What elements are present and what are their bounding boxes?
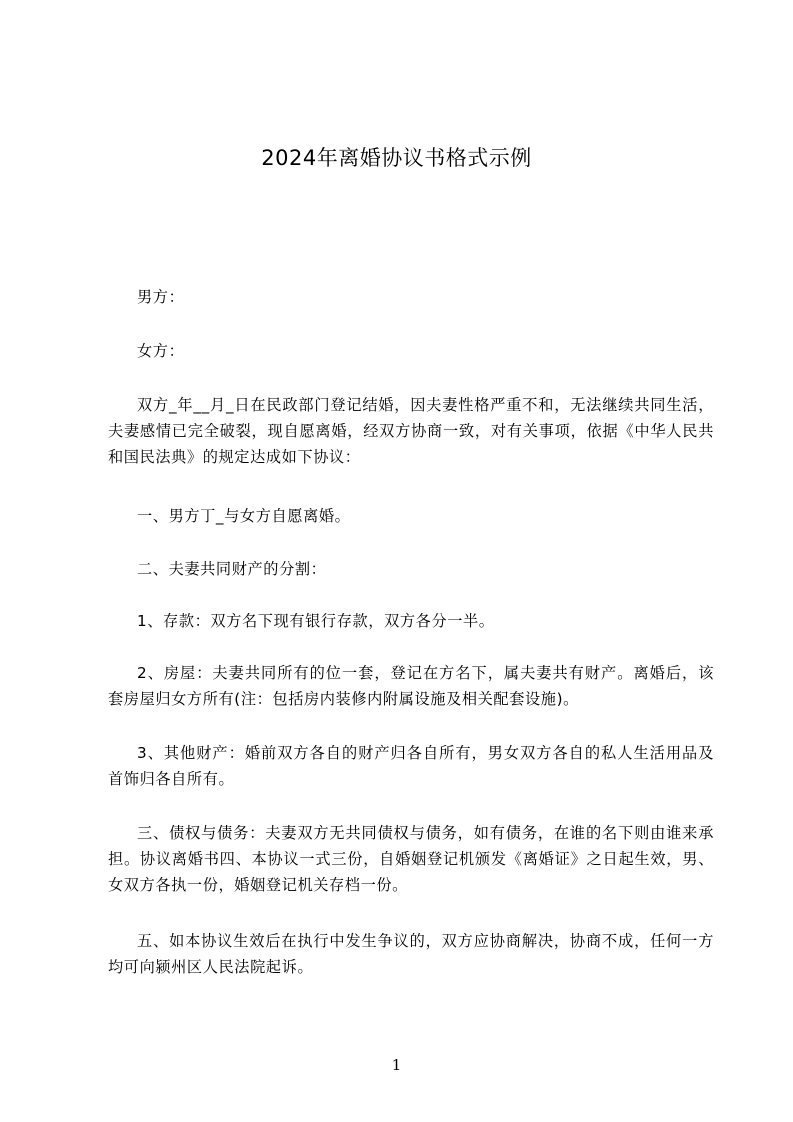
clause-2-item-1: 1、存款：双方名下现有银行存款，双方各分一半。: [137, 612, 495, 630]
clause-5: 五、如本协议生效后在执行中发生争议的，双方应协商解决，协商不成，任何一方均可向颍州区人民法院起诉。: [108, 932, 714, 976]
clause-2-item-2: 2、房屋：夫妻共同所有的位一套，登记在方名下，属夫妻共有财产。离婚后，该套房屋归女方所有(注：包括房内装修内附属设施及相关配套设施)。: [108, 664, 714, 708]
page-number: 1: [391, 1056, 402, 1074]
document-title: 2024年离婚协议书格式示例: [261, 146, 532, 170]
clause-3: 三、债权与债务：夫妻双方无共同债权与债务，如有债务，在谁的名下则由谁来承担。协议离婚书四、本协议一式三份，自婚姻登记机颁发《离婚证》之日起生效，男、女双方各执一份，婚姻登记机关存档一份。: [108, 824, 714, 894]
female-party-label: 女方：: [137, 342, 185, 360]
male-party-label: 男方：: [137, 288, 185, 306]
clause-2-item-3: 3、其他财产：婚前双方各自的财产归各自所有，男女双方各自的私人生活用品及首饰归各自所有。: [108, 744, 714, 788]
clause-1: 一、男方丁_与女方自愿离婚。: [137, 507, 351, 525]
clause-2-heading: 二、夫妻共同财产的分割：: [137, 560, 327, 578]
intro-paragraph: 双方_年__月_日在民政部门登记结婚，因夫妻性格严重不和，无法继续共同生活，夫妻感情已完全破裂，现自愿离婚，经双方协商一致，对有关事项，依据《中华人民共和国民法典》的规定达成如下协议：: [108, 396, 714, 466]
